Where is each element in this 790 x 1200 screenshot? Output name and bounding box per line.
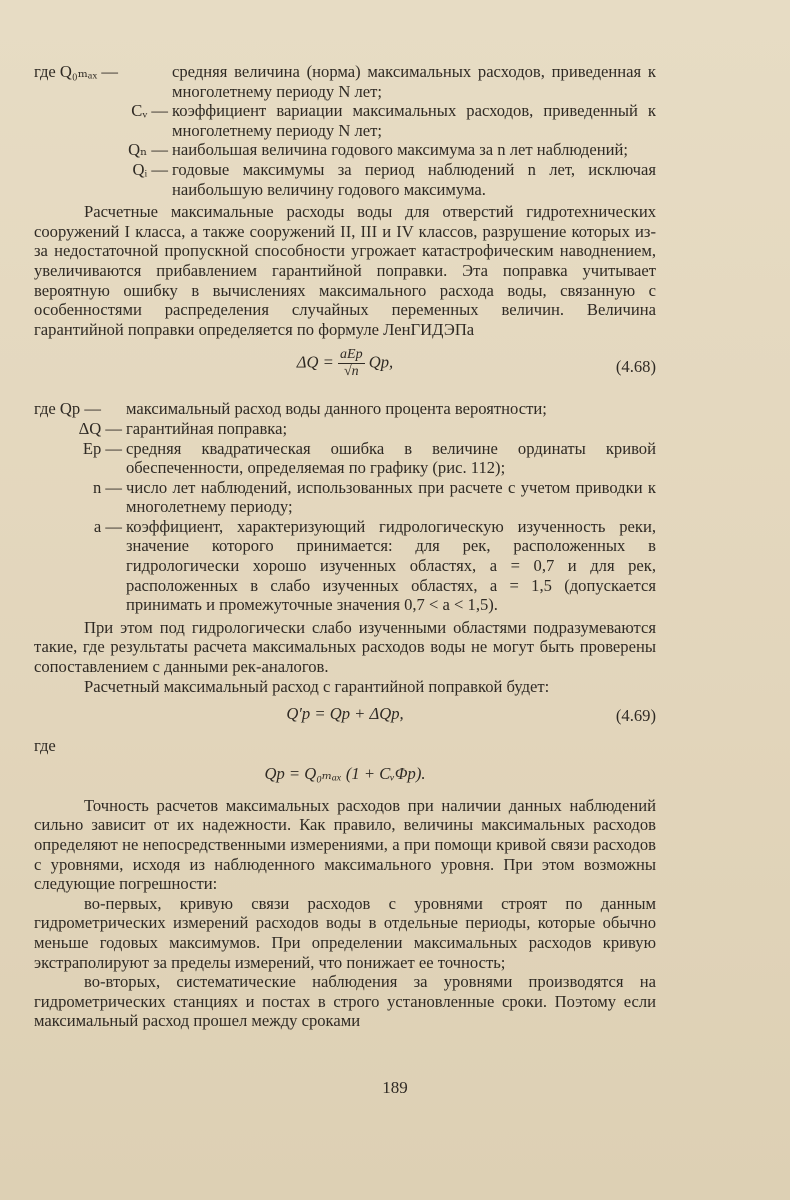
definition-term: Qᵢ —	[132, 159, 168, 179]
definition-text: число лет наблюдений, использованных при расчете с учетом приводки к многолетнему периоду;	[126, 477, 656, 517]
formula-qp	[34, 764, 656, 790]
definition-text: средняя величина (норма) максимальных расходов, приведенная к многолетнему периоду N лет;	[172, 62, 656, 101]
paragraph-first-error: во-первых, кривую связи расходов с уровнями строят по данным гидрометрических измерений расходов воды в отдельные периоды, которые обычно меньше годовых максимумов. При определении максимальных расходов кривую экстраполируют за пределы измерений, что понижает ее точность;	[34, 893, 656, 972]
definitions-list-2	[34, 399, 656, 615]
formula-body	[34, 347, 656, 380]
definition-qp	[34, 399, 656, 419]
definition-text: максимальный расход воды данного процента вероятности;	[126, 399, 547, 419]
paragraph-poorly-studied: При этом под гидрологически слабо изученными областями подразумеваются такие, где результаты расчета максимальных расходов воды не могут быть проверены сопоставлением с данными рек-аналогов.	[34, 617, 656, 677]
paragraph-second-error: во-вторых, систематические наблюдения за уровнями производятся на гидрометрических станциях и постах в строго установленные сроки. Поэтому если максимальный расход прошел между сроками	[34, 972, 656, 1031]
formula-fraction	[338, 347, 365, 380]
definition-term: где Qp —	[34, 399, 101, 419]
definition-term: Ep —	[82, 438, 122, 458]
definition-text: коэффициент вариации максимальных расходов, приведенный к многолетнему периоду N лет;	[172, 101, 656, 140]
where-label: где	[34, 736, 56, 756]
formula-lhs: ΔQ =	[296, 352, 334, 372]
page-text	[34, 58, 656, 1031]
page-number: 189	[382, 1078, 408, 1097]
definition-text: гарантийная поправка;	[126, 418, 288, 438]
definition-text: годовые максимумы за период наблюдений n лет, исключая наибольшую величину годового максимума.	[172, 159, 656, 199]
fraction-numerator: aEp	[340, 347, 363, 363]
paragraph-guarantee-correction: Расчетные максимальные расходы воды для отверстий гидротехнических сооружений I класса, а также сооружений II, III и IV классов, разрушение которых из-за недостаточной пропускной способности угрожает катастрофическим наводнением, увеличиваются прибавлением гарантийной поправки. Эта поправка учитывает вероятную ошибку в вычислениях максимального расхода воды, связанную с особенностями распределения случайных переменных величин. Величина гарантийной поправки определяется по формуле ЛенГИДЭПа	[34, 202, 656, 339]
fraction-denominator: √n	[343, 364, 359, 380]
formula-4-68	[34, 347, 656, 393]
definition-term: Qₙ —	[128, 140, 168, 160]
definition-term: ΔQ —	[78, 418, 122, 438]
formula-rhs: Qp,	[368, 352, 394, 372]
definition-term: a —	[93, 516, 122, 536]
definition-q0max	[34, 62, 656, 101]
formula-number: (4.68)	[615, 357, 656, 377]
paragraph-accuracy: Точность расчетов максимальных расходов при наличии данных наблюдений сильно зависит от их надежности. Как правило, величины максимальных расходов определяют не непосредственными измерениями, а при помощи кривой связи расходов с уровнями, исходя из наблюденного максимального уровня. При этом возможны следующие погрешности:	[34, 795, 656, 894]
definition-term: Cᵥ —	[131, 101, 168, 121]
definition-n	[34, 478, 656, 517]
formula-body: Q′p = Qp + ΔQp,	[286, 704, 404, 724]
definition-term: n —	[92, 477, 122, 497]
formula-number: (4.69)	[615, 706, 656, 726]
formula-4-69	[34, 704, 656, 730]
formula-body: Qp = Q₀ₘₐₓ (1 + CᵥΦp).	[264, 763, 426, 783]
definition-delta-q	[34, 419, 656, 439]
definitions-list-1	[34, 62, 656, 199]
definition-term: где Q₀ₘₐₓ —	[34, 62, 118, 81]
definition-text: наибольшая величина годового максимума за n лет наблюдений;	[172, 140, 628, 160]
paragraph-design-discharge: Расчетный максимальный расход с гарантийной поправкой будет:	[84, 676, 550, 696]
definition-qi	[34, 160, 656, 199]
definition-text: средняя квадратическая ошибка в величине ординаты кривой обеспеченности, определяемая по графику (рис. 112);	[126, 438, 656, 478]
definition-cv	[34, 101, 656, 140]
definition-a	[34, 517, 656, 615]
definition-qn	[34, 140, 656, 160]
definition-ep	[34, 439, 656, 478]
definition-text: коэффициент, характеризующий гидрологическую изученность реки, значение которого принимается: для рек, расположенных в гидрологически хорошо изученных областях, a = 0,7 и для рек, расположенных в слабо изученных областях, a = 1,5 (допускается принимать и промежуточные значения 0,7 < a < 1,5).	[126, 516, 656, 615]
